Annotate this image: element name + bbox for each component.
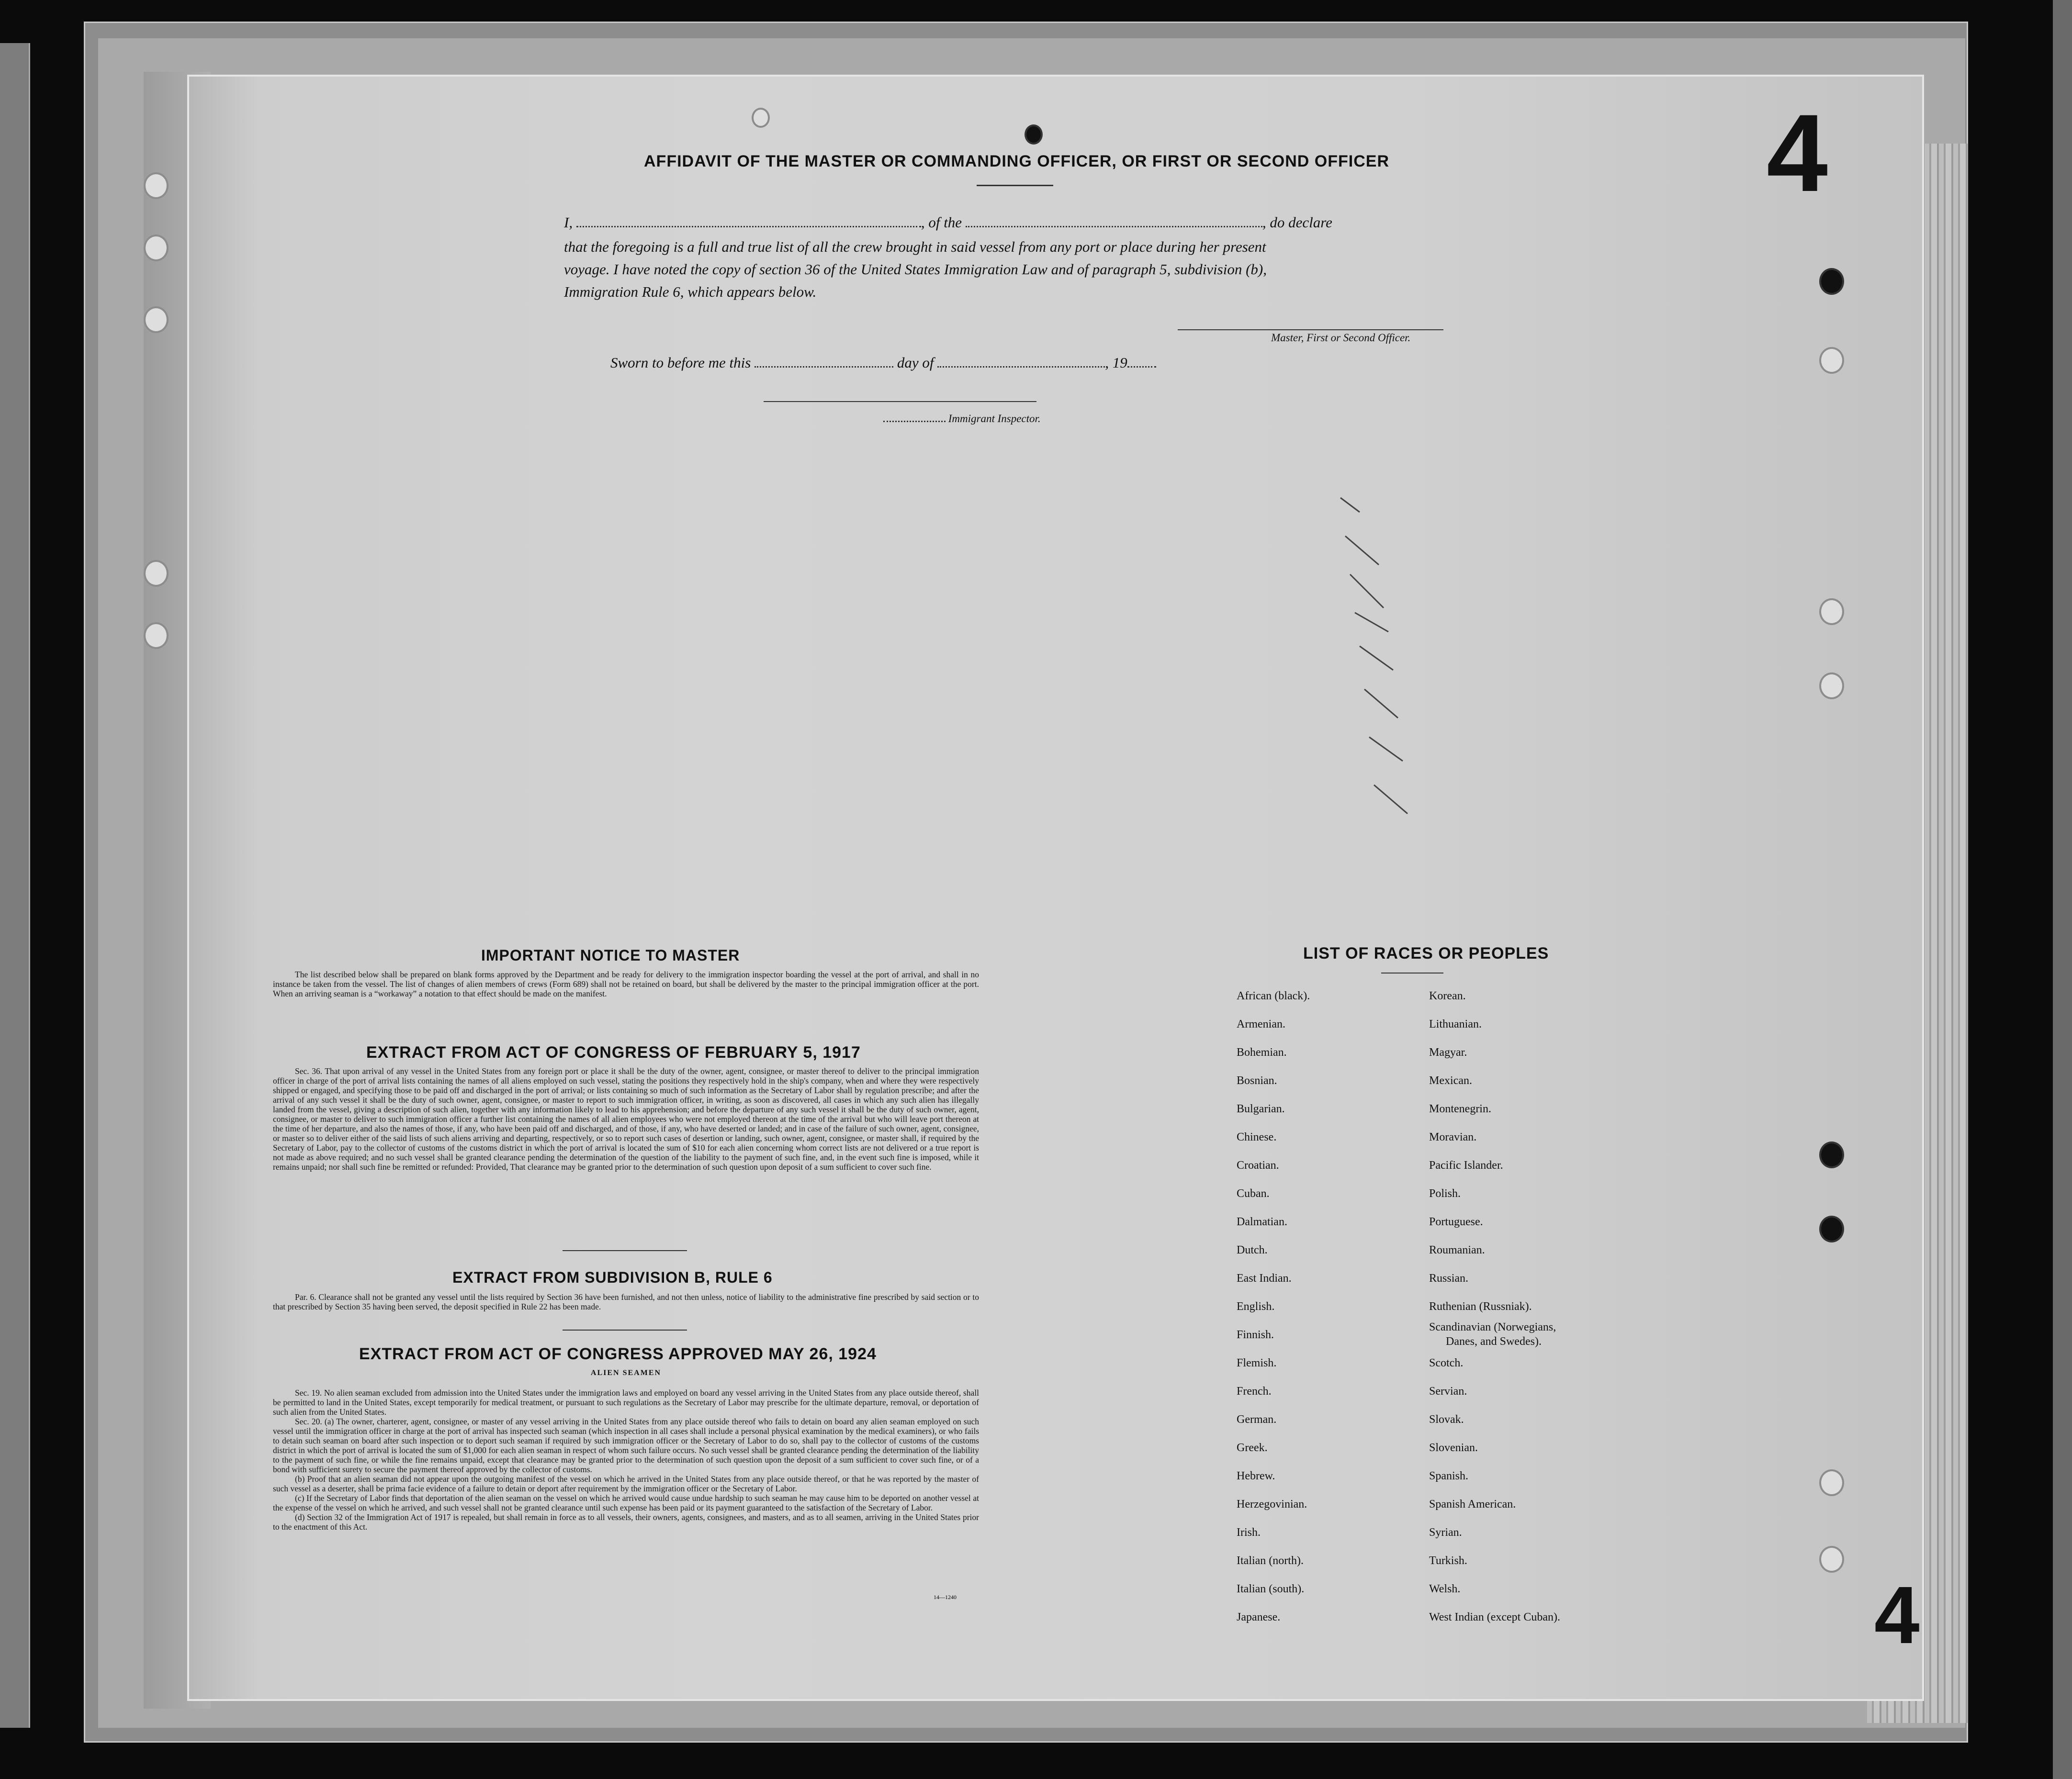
race-item: English. bbox=[1237, 1300, 1275, 1313]
race-item: Roumanian. bbox=[1429, 1244, 1485, 1256]
race-item: Finnish. bbox=[1237, 1329, 1274, 1341]
race-item: Bosnian. bbox=[1237, 1074, 1277, 1087]
race-item: Polish. bbox=[1429, 1187, 1461, 1200]
day-blank bbox=[754, 366, 893, 368]
race-item: Slovenian. bbox=[1429, 1442, 1478, 1454]
year-blank bbox=[1127, 366, 1156, 368]
master-label: Master, First or Second Officer. bbox=[1271, 332, 1411, 344]
alien-seamen-subtitle: ALIEN SEAMEN bbox=[590, 1369, 662, 1377]
adjacent-page-right bbox=[2053, 0, 2072, 1779]
extract-rule6-text bbox=[273, 1292, 979, 1311]
inspector-signature-line bbox=[764, 401, 1036, 402]
race-item: Irish. bbox=[1237, 1526, 1261, 1539]
section-20a: Sec. 20. (a) The owner, charterer, agent, consignee, or master of any vessel arriving in the United States from any place outside thereof who fails to detain on board any alien seaman employed on such vessel until the immigration officer in charge at the port of arrival has inspected such seaman (which inspection in all cases shall include a personal physical examination by the medical examiners), or who fails to detain such seaman on board after such inspection or to deport such seaman if required by such immigration officer or the Secretary of Labor to do so, shall pay to the collector of customs of the customs district in which the port of arrival is located the sum of $1,000 for each alien seaman in respect of whom such failure occurs. No such vessel shall be granted clearance pending the determination of the liability to the payment of such fine, or while the fine remains unpaid, except that clearance may be granted prior to the determination of such question upon the deposit of a sum sufficient to cover such fine, or of a bond with sufficient surety to secure the payment thereof approved by the collector of customs. bbox=[273, 1417, 979, 1474]
race-item: Ruthenian (Russniak). bbox=[1429, 1300, 1532, 1313]
affidavit-title: AFFIDAVIT OF THE MASTER OR COMMANDING OFFICER, OR FIRST OR SECOND OFFICER bbox=[644, 152, 1389, 170]
section-19: Sec. 19. No alien seaman excluded from admission into the United States under the immigration laws and employed on board any vessel arriving in the United States from any place outside thereof, shall be permitted to land in the United States, except temporarily for medical treatment, or pursuant to such regulations as the Secretary of Labor may prescribe for the ultimate departure, removal, or deportation of such alien from the United States. bbox=[273, 1388, 979, 1417]
divider bbox=[563, 1330, 687, 1331]
punch-hole bbox=[1819, 268, 1844, 295]
section-20c: (c) If the Secretary of Labor finds that deportation of the alien seaman on the vessel on which he arrived would cause undue hardship to such seaman he may cause him to be deported on another vessel at the expense of the vessel on which he arrived, and such vessel shall not be granted clearance until such expense has been paid or its payment guaranteed to the satisfaction of the Secretary of Labor. bbox=[273, 1493, 979, 1512]
sworn-label: Sworn to before me this bbox=[610, 354, 751, 371]
divider bbox=[977, 185, 1053, 186]
punch-hole bbox=[144, 560, 169, 587]
race-item: Bulgarian. bbox=[1237, 1103, 1285, 1115]
race-item: Turkish. bbox=[1429, 1555, 1467, 1567]
punch-hole bbox=[144, 235, 169, 261]
notice-paragraph: The list described below shall be prepared on blank forms approved by the Department and be ready for delivery to the immigration inspector boarding the vessel at the port of arrival, and shall in no instance be taken from the vessel. The list of changes of alien members of crews (Form 689) shall not be retained on board, but shall be delivered by the master to the principal immigration officer at the port. When an arriving seaman is a “workaway” a notation to that effect should be made on the manifest. bbox=[273, 970, 979, 998]
race-item: French. bbox=[1237, 1385, 1272, 1398]
vessel-blank bbox=[966, 226, 1262, 227]
month-blank bbox=[937, 366, 1105, 368]
inspector-label: Immigrant Inspector. bbox=[948, 413, 1041, 425]
race-item: Bohemian. bbox=[1237, 1046, 1287, 1059]
extract-1924-text bbox=[273, 1388, 979, 1532]
affidavit-declare: , do declare bbox=[1262, 214, 1332, 231]
notice-title: IMPORTANT NOTICE TO MASTER bbox=[481, 947, 740, 964]
race-item: West Indian (except Cuban). bbox=[1429, 1611, 1560, 1623]
name-blank bbox=[576, 226, 921, 227]
race-item: Montenegrin. bbox=[1429, 1103, 1491, 1115]
paragraph-6: Par. 6. Clearance shall not be granted any vessel until the lists required by Section 36 have been furnished, and not then unless, notice of liability to the administrative fine prescribed by said section or to that prescribed by Section 35 having been served, the deposit specified in Rule 22 has been made. bbox=[273, 1292, 979, 1311]
section-20d: (d) Section 32 of the Immigration Act of 1917 is repealed, but shall remain in force as to all vessels, their owners, agents, consignees, and masters, and as to all seamen, arriving in the United States prior to the enactment of this Act. bbox=[273, 1512, 979, 1532]
race-item: German. bbox=[1237, 1413, 1277, 1426]
race-item: East Indian. bbox=[1237, 1272, 1292, 1285]
race-item: Japanese. bbox=[1237, 1611, 1281, 1623]
race-item: Dutch. bbox=[1237, 1244, 1268, 1256]
race-item: Cuban. bbox=[1237, 1187, 1270, 1200]
race-item: Spanish. bbox=[1429, 1470, 1469, 1482]
race-item: Mexican. bbox=[1429, 1074, 1472, 1087]
race-item: Italian (south). bbox=[1237, 1583, 1305, 1595]
race-item: Moravian. bbox=[1429, 1131, 1477, 1143]
notice-text bbox=[273, 970, 979, 998]
race-item: Russian. bbox=[1429, 1272, 1469, 1285]
race-item-continuation: Danes, and Swedes). bbox=[1446, 1335, 1542, 1348]
section-20b: (b) Proof that an alien seaman did not appear upon the outgoing manifest of the vessel on which he arrived in the United States from any place outside thereof, or that he was reported by the master of such vessel as a deserter, shall be prima facie evidence of a failure to detain or deport after requirement by the immigration officer or the Secretary of Labor. bbox=[273, 1474, 979, 1493]
punch-hole bbox=[1819, 347, 1844, 374]
race-item: Spanish American. bbox=[1429, 1498, 1516, 1510]
race-item: Slovak. bbox=[1429, 1413, 1464, 1426]
punch-hole bbox=[1819, 1216, 1844, 1242]
page-number-bottom: 4 bbox=[1874, 1570, 1920, 1661]
affidavit-line4: Immigration Rule 6, which appears below. bbox=[564, 283, 817, 300]
punch-hole bbox=[144, 172, 169, 199]
race-item: Korean. bbox=[1429, 990, 1466, 1002]
punch-hole bbox=[1819, 1141, 1844, 1168]
punch-hole bbox=[752, 108, 770, 128]
race-item: Italian (north). bbox=[1237, 1555, 1304, 1567]
divider bbox=[563, 1250, 687, 1251]
year-label: , 19 bbox=[1105, 354, 1127, 371]
signature-line bbox=[1178, 329, 1443, 330]
punch-hole bbox=[1819, 1546, 1844, 1573]
punch-hole bbox=[1819, 672, 1844, 699]
punch-hole bbox=[144, 306, 169, 333]
race-item: Magyar. bbox=[1429, 1046, 1467, 1059]
day-of-label: day of bbox=[897, 354, 934, 371]
section-36: Sec. 36. That upon arrival of any vessel in the United States from any foreign port or place it shall be the duty of the owner, agent, consignee, or master thereof to deliver to the principal immigration officer in charge of the port of arrival lists containing the names of all aliens employed on such vessel, stating the positions they respectively hold in the ship's company, when and where they were respectively shipped or engaged, and specifying those to be paid off and discharged in the port of arrival; or lists containing so much of such information as the Secretary of Labor shall by regulation prescribe; and after the arrival of any such vessel it shall be the duty of such owner, agent, consignee, or master to report to such immigration officer, in writing, as soon as discovered, all cases in which any such alien has illegally landed from the vessel, giving a description of such alien, together with any information likely to lead to his apprehension; and before the departure of any such vessel it shall be the duty of such owner, agent, consignee, or master to deliver to such immigration officer a further list containing the names of all alien employees who were not employed thereon at the time of the arrival but who will leave port thereon at the time of her departure, and also the names of those, if any, who have been paid off and discharged, and of those, if any, who have deserted or landed; and in case of the failure of such owner, agent, consignee, or master so to deliver either of the said lists of such aliens arriving and departing, respectively, or so to report such cases of desertion or landing, such owner, agent, consignee, or master shall, if required by the Secretary of Labor, pay to the collector of customs of the customs district in which the port of arrival is located the sum of $10 for each alien concerning whom correct lists are not delivered or a true report is not made as above required; and no such vessel shall be granted clearance pending the determination of the question of the liability to the payment of such fine, and, in the event such fine is imposed, while it remains unpaid; nor shall such fine be remitted or refunded: Provided, That clearance may be granted prior to the determination of such question upon deposit of a sum sufficient to cover such fine. bbox=[273, 1066, 979, 1172]
affidavit-line2: that the foregoing is a full and true list of all the crew brought in said vessel from any port or place during her present bbox=[564, 238, 1266, 255]
race-item: Scotch. bbox=[1429, 1357, 1464, 1369]
race-item: Flemish. bbox=[1237, 1357, 1277, 1369]
race-item: Hebrew. bbox=[1237, 1470, 1275, 1482]
race-item: Herzegovinian. bbox=[1237, 1498, 1307, 1510]
race-item: Greek. bbox=[1237, 1442, 1268, 1454]
page-number: 4 bbox=[1767, 91, 1828, 214]
form-number: 14—1240 bbox=[934, 1594, 957, 1600]
adjacent-page-left bbox=[0, 43, 30, 1728]
race-item: Welsh. bbox=[1429, 1583, 1461, 1595]
races-title: LIST OF RACES OR PEOPLES bbox=[1303, 944, 1549, 962]
extract-rule6-title: EXTRACT FROM SUBDIVISION B, RULE 6 bbox=[452, 1269, 773, 1286]
sworn-line bbox=[610, 354, 1156, 371]
affidavit-of-the: , of the bbox=[921, 214, 962, 231]
punch-hole bbox=[1819, 598, 1844, 625]
extract-1917-text bbox=[273, 1066, 979, 1172]
race-item: Syrian. bbox=[1429, 1526, 1462, 1539]
extract-1917-title: EXTRACT FROM ACT OF CONGRESS OF FEBRUARY 5, 1917 bbox=[366, 1043, 861, 1062]
race-item: Servian. bbox=[1429, 1385, 1467, 1398]
race-item: Portuguese. bbox=[1429, 1216, 1483, 1228]
inspector-blank bbox=[883, 421, 946, 422]
race-item: Croatian. bbox=[1237, 1159, 1279, 1172]
race-item: Scandinavian (Norwegians, bbox=[1429, 1321, 1556, 1333]
race-item: Armenian. bbox=[1237, 1018, 1285, 1030]
affidavit-line1 bbox=[564, 214, 1332, 231]
punch-hole bbox=[1025, 124, 1043, 145]
race-item: Dalmatian. bbox=[1237, 1216, 1287, 1228]
punch-hole bbox=[1819, 1469, 1844, 1496]
inspector-line bbox=[883, 413, 1041, 425]
affidavit-i: I, bbox=[564, 214, 573, 231]
punch-hole bbox=[144, 622, 169, 649]
race-item: Lithuanian. bbox=[1429, 1018, 1482, 1030]
race-item: Pacific Islander. bbox=[1429, 1159, 1503, 1172]
pencil-marks bbox=[1331, 488, 1427, 852]
extract-1924-title: EXTRACT FROM ACT OF CONGRESS APPROVED MAY 26, 1924 bbox=[359, 1345, 877, 1363]
race-item: African (black). bbox=[1237, 990, 1310, 1002]
race-item: Chinese. bbox=[1237, 1131, 1277, 1143]
affidavit-line3: voyage. I have noted the copy of section 36 of the United States Immigration Law and of paragraph 5, subdivision (b), bbox=[564, 261, 1267, 278]
